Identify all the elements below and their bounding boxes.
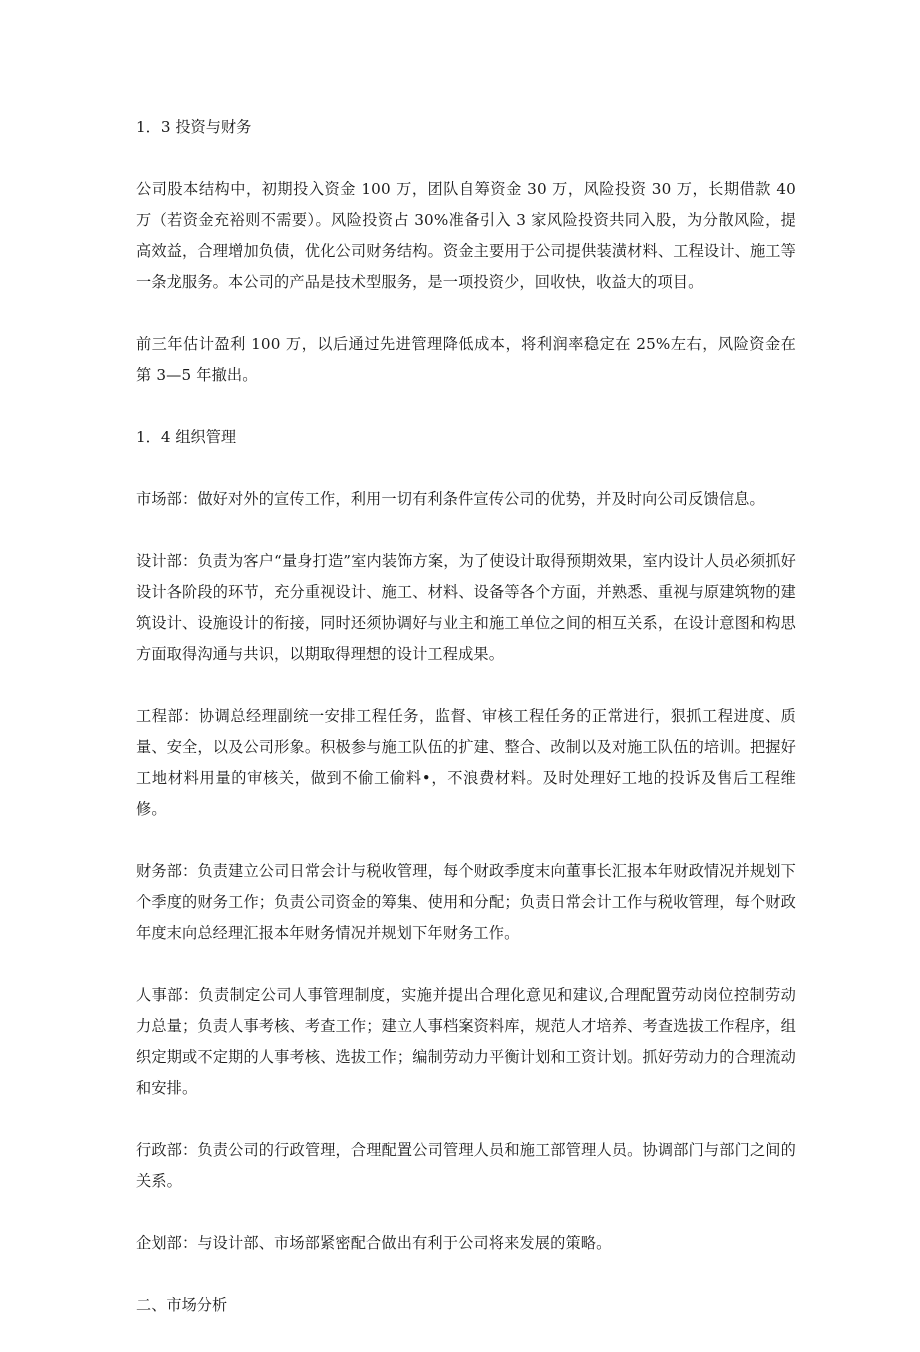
paragraph-planning-dept: 企划部：与设计部、市场部紧密配合做出有利于公司将来发展的策略。 — [136, 1234, 612, 1252]
paragraph-marketing-dept: 市场部：做好对外的宣传工作，利用一切有利条件宣传公司的优势，并及时向公司反馈信息。 — [136, 490, 765, 508]
section-heading-market-analysis: 二、市场分析 — [136, 1296, 228, 1314]
paragraph-profit-estimate: 前三年估计盈利 100 万，以后通过先进管理降低成本，将利润率稳定在 25%左右，风险资金在第 3—5 年撤出。 — [136, 335, 796, 384]
paragraph-design-dept: 设计部：负责为客户“量身打造”室内装饰方案，为了使设计取得预期效果，室内设计人员必须抓好设计各阶段的环节，充分重视设计、施工、材料、设备等各个方面，并熟悉、重视与原建筑物的建筑设计、设施设计的衔接，同时还须协调好与业主和施工单位之间的相互关系，在设计意图和构思方面取得沟通与共识，以期取得理想的设计工程成果。 — [136, 552, 797, 663]
document-page — [136, 112, 796, 1352]
paragraph-equity-structure: 公司股本结构中，初期投入资金 100 万，团队自筹资金 30 万，风险投资 30 万，长期借款 40 万（若资金充裕则不需要）。风险投资占 30%准备引入 3 家风险投资共同入股，为分散风险，提高效益，合理增加负债，优化公司财务结构。资金主要用于公司提供装潢材料、工程设计、施工等一条龙服务。本公司的产品是技术型服务，是一项投资少，回收快，收益大的项目。 — [136, 180, 796, 291]
section-heading-organization: 1．4 组织管理 — [136, 428, 237, 446]
paragraph-hr-dept: 人事部：负责制定公司人事管理制度，实施并提出合理化意见和建议,合理配置劳动岗位控制劳动力总量；负责人事考核、考查工作；建立人事档案资料库，规范人才培养、考查选拔工作程序，组织定期或不定期的人事考核、选拔工作；编制劳动力平衡计划和工资计划。抓好劳动力的合理流动和安排。 — [136, 986, 796, 1097]
paragraph-finance-dept: 财务部：负责建立公司日常会计与税收管理，每个财政季度末向董事长汇报本年财政情况并规划下个季度的财务工作；负责公司资金的筹集、使用和分配；负责日常会计工作与税收管理，每个财政年度末向总经理汇报本年财务情况并规划下年财务工作。 — [136, 862, 796, 942]
section-heading-investment-finance: 1．3 投资与财务 — [136, 118, 252, 136]
paragraph-engineering-dept: 工程部：协调总经理副统一安排工程任务，监督、审核工程任务的正常进行，狠抓工程进度、质量、安全，以及公司形象。积极参与施工队伍的扩建、整合、改制以及对施工队伍的培训。把握好工地材料用量的审核关，做到不偷工偷料•，不浪费材料。及时处理好工地的投诉及售后工程维修。 — [136, 707, 796, 818]
paragraph-admin-dept: 行政部：负责公司的行政管理，合理配置公司管理人员和施工部管理人员。协调部门与部门之间的关系。 — [136, 1141, 796, 1190]
